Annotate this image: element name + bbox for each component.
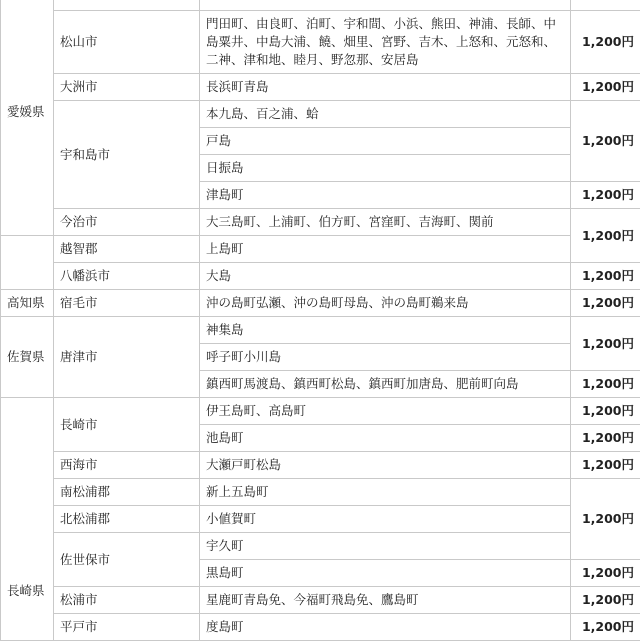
city-cell: 大洲市 [54, 74, 200, 101]
table-row [1, 0, 640, 11]
city-cell: 今治市 [54, 209, 200, 236]
amount-cell: 1,200円 [571, 398, 640, 425]
place-cell: 宇久町 [200, 533, 571, 560]
place-cell: 神集島 [200, 317, 571, 344]
table-row [1, 101, 640, 128]
city-cell: 平戸市 [54, 614, 200, 641]
city-cell [54, 0, 200, 11]
table-row [1, 290, 640, 317]
place-cell: 長浜町青島 [200, 74, 571, 101]
table-row [1, 317, 640, 344]
prefecture-cell [1, 263, 54, 290]
amount-cell: 1,200円 [571, 371, 640, 398]
amount-cell: 1,200円 [571, 263, 640, 290]
amount-cell: 1,200円 [571, 209, 640, 263]
place-cell: 大瀬戸町松島 [200, 452, 571, 479]
prefecture-cell: 佐賀県 [1, 317, 54, 398]
amount-cell: 1,200円 [571, 587, 640, 614]
amount-cell: 1,200円 [571, 11, 640, 74]
table-row [1, 614, 640, 641]
place-cell: 沖の島町弘瀬、沖の島町母島、沖の島町鵜来島 [200, 290, 571, 317]
place-cell: 小値賀町 [200, 506, 571, 533]
table-row [1, 11, 640, 74]
table-row [1, 506, 640, 533]
city-cell: 松山市 [54, 11, 200, 74]
place-cell [200, 0, 571, 11]
amount-cell: 1,200円 [571, 479, 640, 560]
amount-cell: 1,200円 [571, 425, 640, 452]
amount-cell: 1,200円 [571, 560, 640, 587]
amount-cell: 1,200円 [571, 317, 640, 371]
table-row [1, 263, 640, 290]
amount-cell: 1,200円 [571, 290, 640, 317]
place-cell: 大三島町、上浦町、伯方町、宮窪町、吉海町、関前 [200, 209, 571, 236]
city-cell: 北松浦郡 [54, 506, 200, 533]
prefecture-cell: 高知県 [1, 290, 54, 317]
place-cell: 鎮西町馬渡島、鎮西町松島、鎮西町加唐島、肥前町向島 [200, 371, 571, 398]
prefecture-cell [1, 236, 54, 263]
amount-cell: 1,200円 [571, 452, 640, 479]
place-cell: 本九島、百之浦、蛤 [200, 101, 571, 128]
place-cell: 黒島町 [200, 560, 571, 587]
city-cell: 宿毛市 [54, 290, 200, 317]
prefecture-cell: 長崎県 [1, 398, 54, 641]
table-row [1, 587, 640, 614]
city-cell: 佐世保市 [54, 533, 200, 587]
city-cell: 八幡浜市 [54, 263, 200, 290]
place-cell: 新上五島町 [200, 479, 571, 506]
city-cell: 宇和島市 [54, 101, 200, 209]
place-cell: 星鹿町青島免、今福町飛島免、鷹島町 [200, 587, 571, 614]
table-row [1, 479, 640, 506]
place-cell: 戸島 [200, 128, 571, 155]
amount-cell: 1,200円 [571, 74, 640, 101]
city-cell: 越智郡 [54, 236, 200, 263]
table-row [1, 209, 640, 236]
city-cell: 長崎市 [54, 398, 200, 452]
place-cell: 呼子町小川島 [200, 344, 571, 371]
place-cell: 門田町、由良町、泊町、宇和間、小浜、熊田、神浦、長師、中島粟井、中島大浦、饒、畑里、宮野、吉木、上怒和、元怒和、二神、津和地、睦月、野忽那、安居島 [200, 11, 571, 74]
table-row [1, 452, 640, 479]
table-row [1, 533, 640, 560]
city-cell: 松浦市 [54, 587, 200, 614]
place-cell: 日振島 [200, 155, 571, 182]
place-cell: 大島 [200, 263, 571, 290]
amount-cell: 1,200円 [571, 101, 640, 182]
amount-cell: 1,200円 [571, 614, 640, 641]
amount-cell [571, 0, 640, 11]
amount-cell: 1,200円 [571, 182, 640, 209]
place-cell: 上島町 [200, 236, 571, 263]
city-cell: 唐津市 [54, 317, 200, 398]
table-row [1, 74, 640, 101]
table-row [1, 236, 640, 263]
city-cell: 西海市 [54, 452, 200, 479]
city-cell: 南松浦郡 [54, 479, 200, 506]
place-cell: 津島町 [200, 182, 571, 209]
table-row [1, 398, 640, 425]
place-cell: 池島町 [200, 425, 571, 452]
place-cell: 伊王島町、高島町 [200, 398, 571, 425]
place-cell: 度島町 [200, 614, 571, 641]
prefecture-cell: 愛媛県 [1, 0, 54, 236]
